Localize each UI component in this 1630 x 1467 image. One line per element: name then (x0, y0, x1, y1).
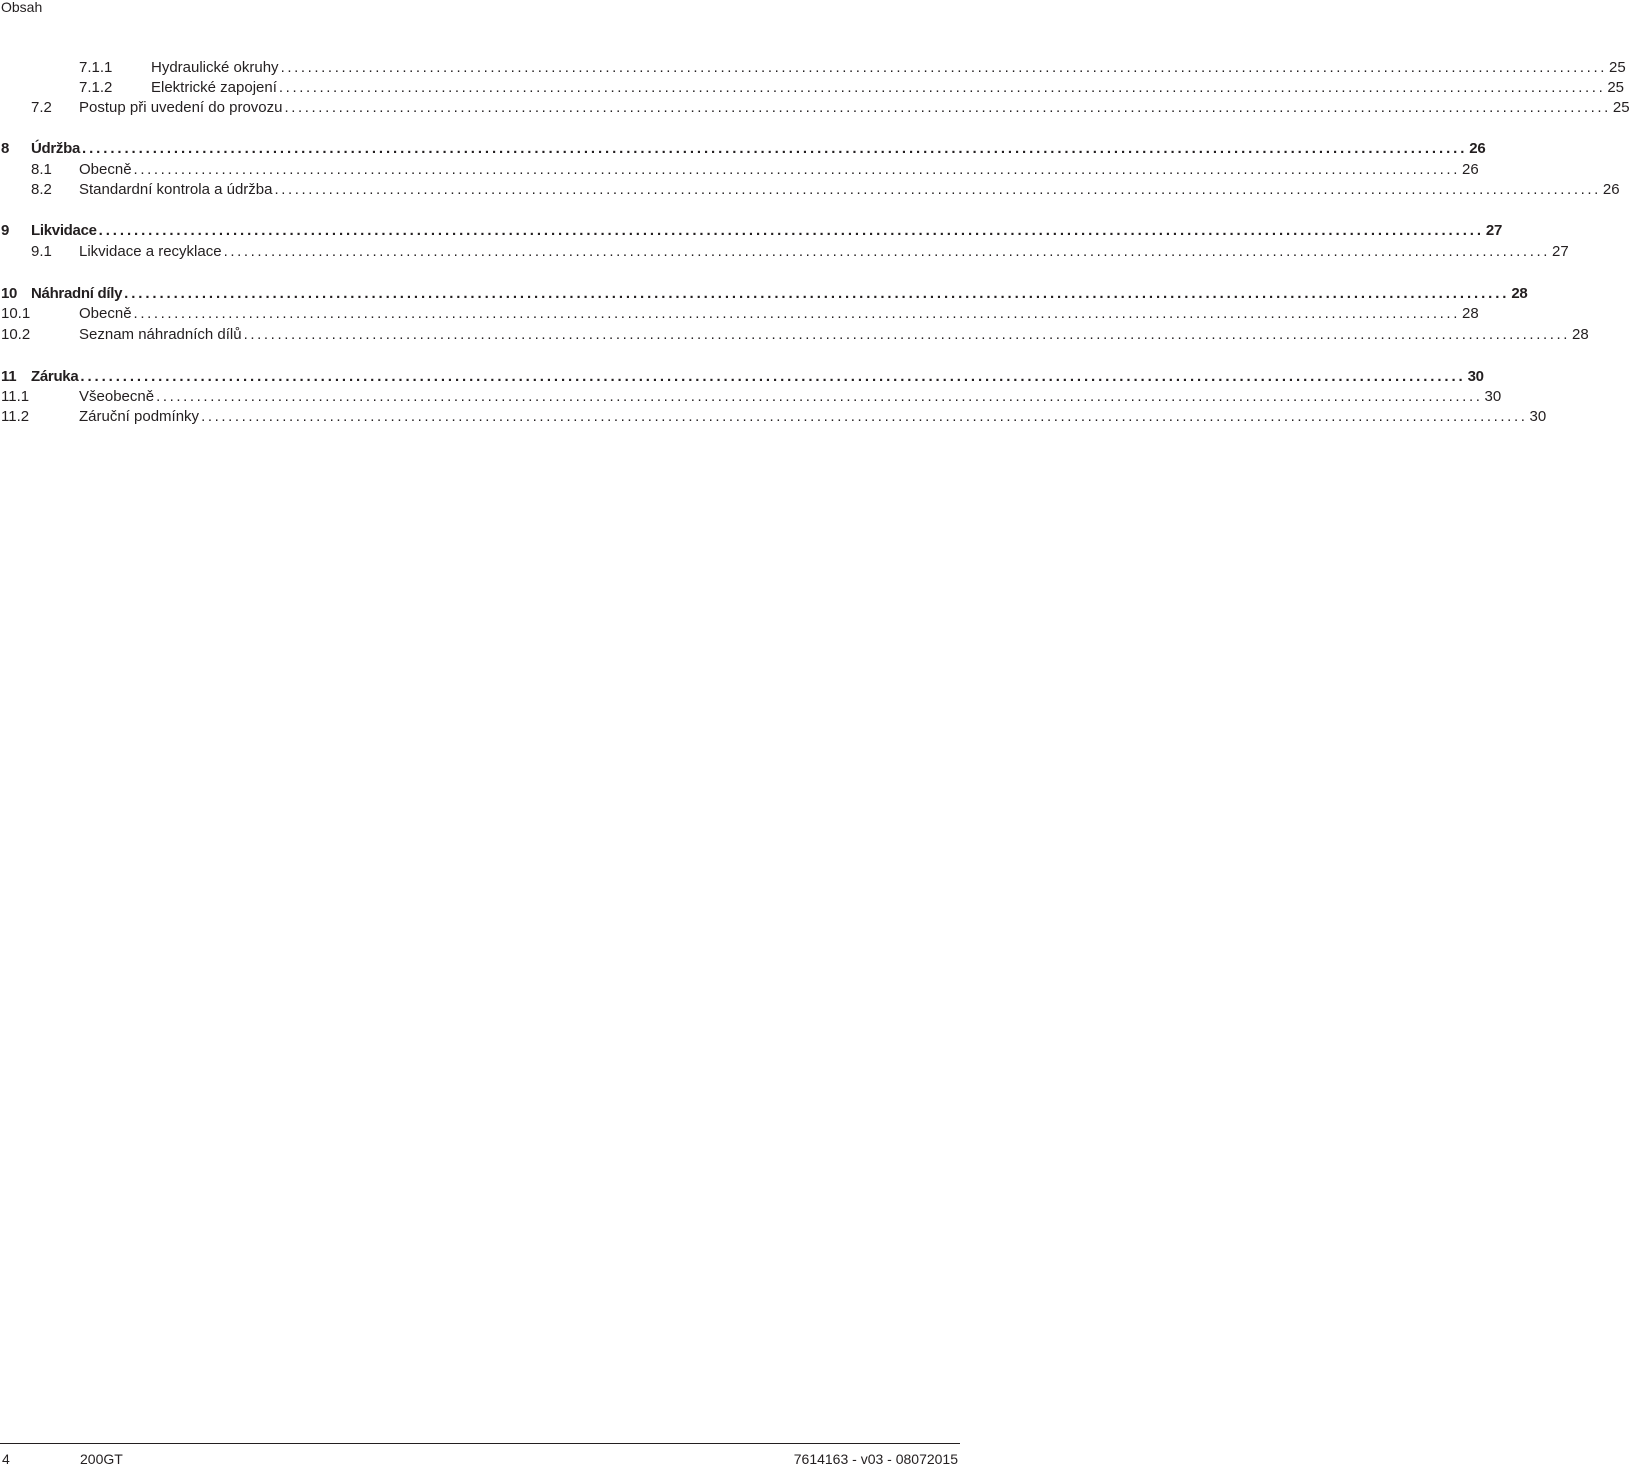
toc-entry-leader: .................................................................................................................................................................................................... (133, 305, 1460, 322)
toc-entry[interactable] (1, 325, 1589, 345)
toc-entry-number: 8.2 (31, 181, 52, 198)
toc-entry[interactable] (1, 304, 1479, 324)
toc-chapter[interactable] (1, 139, 1486, 159)
toc-entry-leader: .................................................................................................................................................................................................... (133, 161, 1460, 178)
toc-entry-page: 27 (1552, 243, 1569, 260)
footer-product-name: 200GT (80, 1451, 123, 1467)
toc-entry-page: 25 (1609, 59, 1626, 76)
toc-entry-leader: .................................................................................................................................................................................................... (278, 79, 1606, 96)
footer-divider (0, 1443, 960, 1444)
toc-entry[interactable] (31, 180, 1620, 200)
toc-entry-page: 28 (1572, 326, 1589, 343)
toc-chapter-leader: .................................................................................................................................................................................................... (98, 222, 1484, 239)
footer-page-number: 4 (2, 1451, 10, 1467)
toc-entry-title: Standardní kontrola a údržba (79, 181, 273, 198)
toc-chapter-page: 30 (1467, 368, 1484, 385)
toc-entry[interactable] (31, 160, 1479, 180)
toc-entry-title: Záruční podmínky (79, 408, 200, 425)
toc-entry-page: 28 (1461, 305, 1479, 322)
toc-entry-leader: .................................................................................................................................................................................................... (156, 388, 1483, 405)
toc-chapter-leader: .................................................................................................................................................................................................... (124, 285, 1510, 302)
toc-entry-title: Obecně (79, 305, 132, 322)
toc-entry-leader: .................................................................................................................................................................................................... (274, 181, 1601, 198)
toc-entry-number: 7.1.1 (79, 59, 113, 76)
toc-entry-leader: .................................................................................................................................................................................................... (284, 99, 1611, 116)
toc-chapter-title: Údržba (31, 140, 81, 157)
toc-entry-title: Hydraulické okruhy (151, 59, 279, 76)
toc-entry-page: 25 (1612, 99, 1630, 116)
toc-chapter[interactable] (1, 367, 1484, 387)
toc-entry-number: 9.1 (31, 243, 52, 260)
footer-document-code: 7614163 - v03 - 08072015 (793, 1451, 958, 1467)
toc-entry-number: 11.2 (1, 408, 30, 425)
toc-chapter-number: 10 (1, 285, 18, 302)
toc-chapter-number: 8 (1, 140, 10, 157)
toc-entry[interactable] (1, 407, 1547, 427)
toc-entry-title: Postup při uvedení do provozu (79, 99, 283, 116)
toc-entry-title: Elektrické zapojení (151, 79, 277, 96)
toc-entry-title: Obecně (79, 161, 132, 178)
toc-entry-title: Likvidace a recyklace (79, 243, 222, 260)
toc-entry-title: Seznam náhradních dílů (79, 326, 242, 343)
toc-chapter-title: Likvidace (31, 222, 97, 239)
toc-chapter-page: 28 (1511, 285, 1528, 302)
toc-entry-leader: .................................................................................................................................................................................................... (201, 408, 1528, 425)
toc-entry-page: 26 (1461, 161, 1479, 178)
toc-chapter-page: 26 (1469, 140, 1486, 157)
toc-chapter-page: 27 (1485, 222, 1502, 239)
toc-entry-page: 25 (1607, 79, 1625, 96)
toc-chapter-title: Záruka (31, 368, 79, 385)
toc-entry-number: 10.1 (1, 305, 31, 322)
toc-entry-title: Všeobecně (79, 388, 155, 405)
toc-entry-leader: .................................................................................................................................................................................................... (280, 59, 1607, 76)
toc-entry[interactable] (79, 78, 1625, 98)
toc-entry-number: 11.1 (1, 388, 30, 405)
toc-entry-number: 7.2 (31, 99, 52, 116)
toc-chapter-leader: .................................................................................................................................................................................................... (82, 140, 1468, 157)
toc-chapter[interactable] (1, 284, 1528, 304)
toc-chapter-title: Náhradní díly (31, 285, 123, 302)
toc-entry[interactable] (79, 58, 1626, 78)
toc-chapter-number: 11 (1, 368, 17, 385)
toc-entry-page: 26 (1602, 181, 1620, 198)
toc-entry-leader: .................................................................................................................................................................................................... (223, 243, 1551, 260)
toc-entry-page: 30 (1484, 388, 1502, 405)
toc-entry-number: 7.1.2 (79, 79, 113, 96)
toc-entry-number: 8.1 (31, 161, 52, 178)
page-header-title: Obsah (1, 0, 43, 15)
toc-entry[interactable] (31, 242, 1569, 262)
toc-chapter-leader: .................................................................................................................................................................................................... (80, 368, 1466, 385)
toc-entry-leader: .................................................................................................................................................................................................... (243, 326, 1571, 343)
toc-entry-page: 30 (1529, 408, 1547, 425)
toc-chapter[interactable] (1, 221, 1502, 241)
toc-entry[interactable] (31, 98, 1630, 118)
toc-chapter-number: 9 (1, 222, 10, 239)
toc-entry[interactable] (1, 387, 1502, 407)
toc-entry-number: 10.2 (1, 326, 31, 343)
